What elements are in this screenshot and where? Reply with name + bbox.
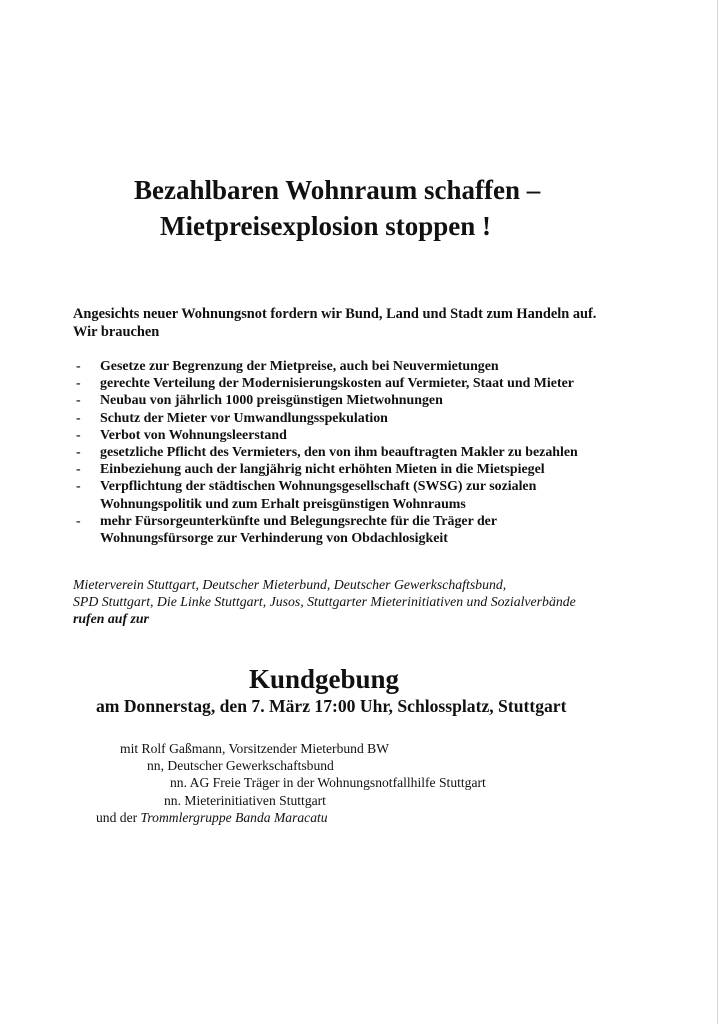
demand-item: - Einbeziehung auch der langjährig nicht erhöhten Mieten in die Mietspiegel <box>76 461 636 478</box>
organizers-block <box>73 576 673 628</box>
organizers-line-1: Mieterverein Stuttgart, Deutscher Mieterbund, Deutscher Gewerkschaftsbund, <box>73 577 507 592</box>
demand-item: - gesetzliche Pflicht des Vermieters, den von ihm beauftragten Makler zu bezahlen <box>76 444 636 461</box>
speaker-line: nn. AG Freie Träger in der Wohnungsnotfallhilfe Stuttgart <box>170 775 486 791</box>
speaker-line-music <box>96 809 640 826</box>
demand-item-fuersorge-line-1: - mehr Fürsorgeunterkünfte und Belegungsrechte für die Träger der <box>100 513 498 529</box>
demand-item-fuersorge-line-2: Wohnungsfürsorge zur Verhinderung von Obdachlosigkeit <box>100 531 448 547</box>
demand-item-fuersorge <box>76 513 636 547</box>
title-line-2: Mietpreisexplosion stoppen ! <box>160 211 492 241</box>
event-heading <box>0 662 724 696</box>
speaker-line: nn, Deutscher Gewerkschaftsbund <box>147 758 334 774</box>
demand-item: - Schutz der Mieter vor Umwandlungsspekulation <box>76 410 636 427</box>
intro-paragraph <box>73 305 633 341</box>
speaker-line: nn. Mieterinitiativen Stuttgart <box>164 792 326 808</box>
organizers-line-2: SPD Stuttgart, Die Linke Stuttgart, Jusos, Stuttgarter Mieterinitiativen und Sozialverbände <box>73 594 576 610</box>
demands-list <box>76 358 636 547</box>
demand-item: - gerechte Verteilung der Modernisierungskosten auf Vermieter, Staat und Mieter <box>76 375 636 392</box>
intro-line-2: Wir brauchen <box>73 324 160 340</box>
scan-edge-line <box>717 0 718 1024</box>
demand-item-swsg-line-1: - Verpflichtung der städtischen Wohnungsgesellschaft (SWSG) zur sozialen <box>100 479 537 495</box>
music-prefix: und der <box>96 809 141 825</box>
demand-item: - Verbot von Wohnungsleerstand <box>76 427 636 444</box>
event-title: Kundgebung <box>248 664 400 694</box>
event-date-place: am Donnerstag, den 7. März 17:00 Uhr, Schlossplatz, Stuttgart <box>96 696 567 716</box>
speakers-block <box>96 740 640 826</box>
demand-item-swsg <box>76 478 636 512</box>
title-line-1: Bezahlbaren Wohnraum schaffen – <box>134 175 541 205</box>
demand-item-swsg-line-2: Wohnungspolitik und zum Erhalt preisgünstigen Wohnraums <box>100 496 466 512</box>
music-group: Trommlergruppe Banda Maracatu <box>140 809 328 825</box>
intro-line-1: Angesichts neuer Wohnungsnot fordern wir Bund, Land und Stadt zum Handeln auf. <box>73 306 597 322</box>
demand-item: - Gesetze zur Begrenzung der Mietpreise, auch bei Neuvermietungen <box>76 358 636 375</box>
demand-item: - Neubau von jährlich 1000 preisgünstigen Mietwohnungen <box>76 392 636 409</box>
call-to-action: rufen auf zur <box>73 611 149 627</box>
speaker-line: mit Rolf Gaßmann, Vorsitzender Mieterbund BW <box>120 741 390 756</box>
